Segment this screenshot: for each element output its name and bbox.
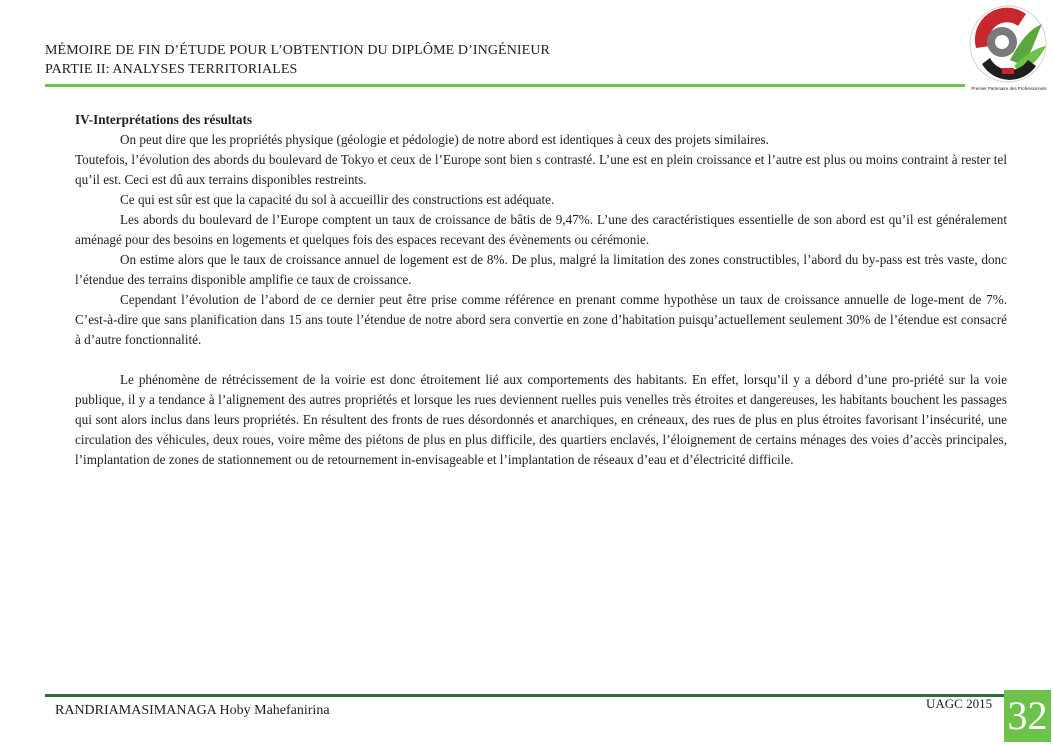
paragraph: On estime alors que le taux de croissance annuel de logement est de 8%. De plus, malgré la limitation des zones constructibles, l’abord du by-pass est très vaste, donc l’étendue des terrains disponible amplifie ce taux de croissance. <box>75 252 1007 287</box>
page-number: 32 <box>1004 690 1051 742</box>
header-title: MÉMOIRE DE FIN D’ÉTUDE POUR L’OBTENTION DU DIPLÔME D’INGÉNIEUR <box>45 43 550 58</box>
section-title: IV-Interprétations des résultats <box>75 112 253 127</box>
paragraph-spacer <box>75 350 1007 370</box>
header-subtitle: PARTIE II: ANALYSES TERRITORIALES <box>45 62 298 77</box>
paragraph: Le phénomène de rétrécissement de la voirie est donc étroitement lié aux comportements des habitants. En effet, lorsqu’il y a débord d’une pro-priété sur la voie publique, il y a tendance à l’alignement des autres propriétés et lorsque les rues deviennent ruelles puis venelles très étroites et dangereuses, les habitants bouchent les passages qui sont alors inclus dans leurs propriétés. En résultent des fronts de rues désordonnés et anarchiques, en créneaux, des rues de plus en plus étroites favorisant l’insécurité, une circulation des véhicules, deux roues, voire même des piétons de plus en plus difficile, des quartiers enclavés, l’éloignement de certains ménages des voies d’accès principales, l’implantation de zones de stationnement ou de retournement in-envisageable et l’implantation de réseaux d’eau et d’électricité difficile. <box>75 372 1007 467</box>
footer-divider <box>45 694 1005 697</box>
paragraph: Ce qui est sûr est que la capacité du sol à accueillir des constructions est adéquate. <box>120 192 555 207</box>
main-content <box>75 110 1007 470</box>
paragraph: On peut dire que les propriétés physique (géologie et pédologie) de notre abord est identiques à ceux des projets similaires. <box>120 132 769 147</box>
paragraph: Les abords du boulevard de l’Europe comptent un taux de croissance de bâtis de 9,47%. L’une des caractéristiques essentielle de son abord est qu’il est généralement aménagé pour des besoins en logements et quelques fois des espaces recevant des évènements ou cérémonie. <box>75 212 1007 247</box>
paragraph: Toutefois, l’évolution des abords du boulevard de Tokyo et ceux de l’Europe sont bien s contrasté. L’une est en plein croissance et l’autre est plus ou moins contraint à rester tel qu’il est. Ceci est dû aux terrains disponibles restreints. <box>75 152 1007 187</box>
school-logo <box>966 2 1052 96</box>
header-divider <box>45 84 965 87</box>
paragraph: Cependant l’évolution de l’abord de ce dernier peut être prise comme référence en prenant comme hypothèse un taux de croissance annuelle de loge-ment de 7%. C’est-à-dire que sans planification dans 15 ans toute l’étendue de notre abord sera convertie en zone d’habitation puisqu’actuellement seulement 30% de l’étendue est consacré à d’autre fonctionnalité. <box>75 292 1007 347</box>
footer-author: RANDRIAMASIMANAGA Hoby Mahefanirina <box>55 703 330 718</box>
footer-org-year: UAGC 2015 <box>926 696 993 711</box>
logo-tagline: Premier Partenaire des Professionnels <box>971 86 1047 91</box>
